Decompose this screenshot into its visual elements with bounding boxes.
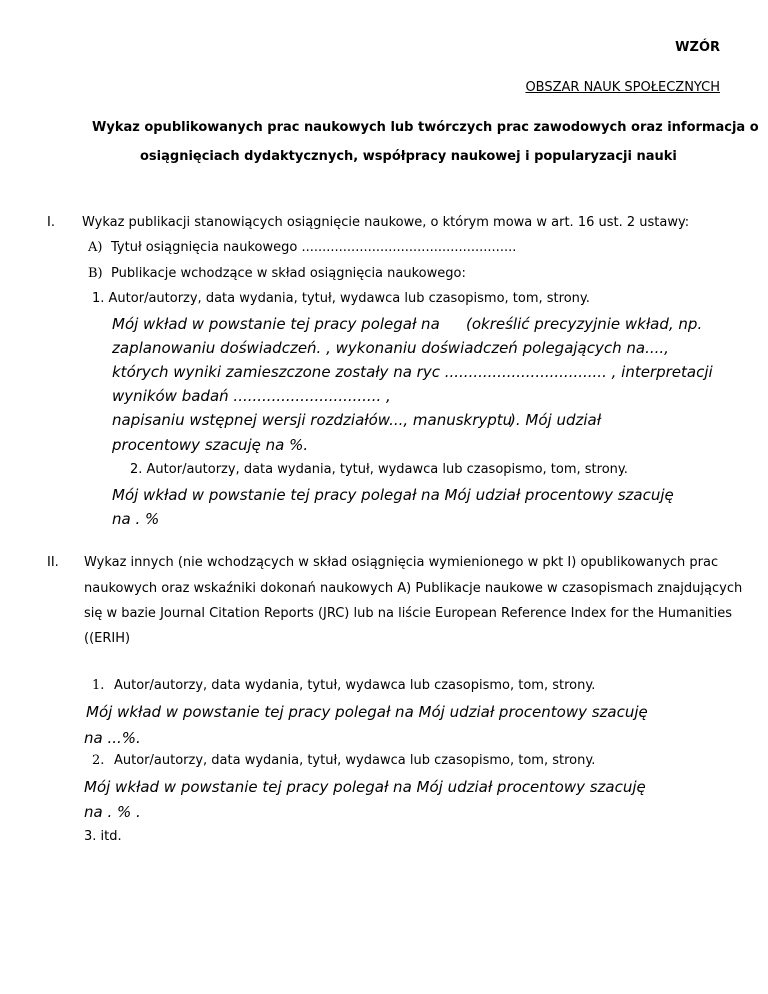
section2-item1-marker: 1.: [92, 678, 105, 693]
section1-contrib2-line2: na . %: [112, 510, 160, 528]
section1-heading: Wykaz publikacji stanowiących osiągnięcie naukowe, o którym mowa w art. 16 ust. 2 ustawy:: [82, 215, 690, 230]
section2-para-line4: ((ERIH): [84, 631, 131, 646]
section2-contrib1-line1: Mój wkład w powstanie tej pracy polegał na Mój udział procentowy szacuję: [86, 703, 648, 721]
header-obszar: OBSZAR NAUK SPOŁECZNYCH: [525, 80, 720, 95]
section1-contrib1-line1b: (określić precyzyjnie wkład, np.: [466, 315, 703, 333]
section1-item2: 2. Autor/autorzy, data wydania, tytuł, wydawca lub czasopismo, tom, strony.: [130, 462, 628, 477]
section1-contrib1-line2: zaplanowaniu doświadczeń. , wykonaniu doświadczeń polegających na....,: [112, 339, 669, 357]
section1-numeral: I.: [47, 215, 55, 230]
section1-contrib1-line5a: napisaniu wstępnej wersji rozdziałów..., manuskryptu: [112, 411, 513, 429]
section2-para-line2: naukowych oraz wskaźniki dokonań naukowych A) Publikacje naukowe w czasopismach znajdujących: [84, 581, 743, 596]
section2-contrib2-line2: na . % .: [84, 803, 141, 821]
section1-contrib1-line1a: Mój wkład w powstanie tej pracy polegał na: [112, 315, 440, 333]
section2-numeral: II.: [47, 555, 59, 570]
section2-para-line1: Wykaz innych (nie wchodzących w skład osiągnięcia wymienionego w pkt I) opublikowanych prac: [84, 555, 719, 570]
section1-contrib2-line1: Mój wkład w powstanie tej pracy polegał na Mój udział procentowy szacuję: [112, 486, 674, 504]
section2-item1-text: Autor/autorzy, data wydania, tytuł, wydawca lub czasopismo, tom, strony.: [114, 678, 596, 693]
section2-para-line3: się w bazie Journal Citation Reports (JRC) lub na liście European Reference Index for the Humanities: [84, 606, 732, 621]
section1-b-text: Publikacje wchodzące w skład osiągnięcia naukowego:: [111, 266, 466, 281]
section2-contrib2-line1: Mój wkład w powstanie tej pracy polegał na Mój udział procentowy szacuję: [84, 778, 646, 796]
section2-item3: 3. itd.: [84, 829, 122, 844]
section2-contrib1-line2: na ...%.: [84, 729, 141, 747]
section1-contrib1-line4: wyników badań ............................... ,: [112, 387, 391, 405]
section1-item1: 1. Autor/autorzy, data wydania, tytuł, wydawca lub czasopismo, tom, strony.: [92, 291, 590, 306]
section1-a-marker: A): [88, 240, 103, 255]
section2-item2-text: Autor/autorzy, data wydania, tytuł, wydawca lub czasopismo, tom, strony.: [114, 753, 596, 768]
section1-contrib1-line3: których wyniki zamieszczone zostały na ryc .................................. , interpretacji: [112, 363, 713, 381]
document-title-line1: Wykaz opublikowanych prac naukowych lub twórczych prac zawodowych oraz informacja o: [92, 120, 759, 135]
section1-a-text: Tytuł osiągnięcia naukowego ....................................................: [111, 240, 517, 255]
header-wzor: WZÓR: [675, 40, 720, 55]
document-title-line2: osiągnięciach dydaktycznych, współpracy naukowej i popularyzacji nauki: [140, 149, 677, 164]
section1-b-marker: B): [88, 266, 103, 281]
section1-contrib1-line5b: ). Mój udział: [510, 411, 602, 429]
section2-item2-marker: 2.: [92, 753, 105, 768]
section1-contrib1-line6: procentowy szacuję na %.: [112, 436, 309, 454]
